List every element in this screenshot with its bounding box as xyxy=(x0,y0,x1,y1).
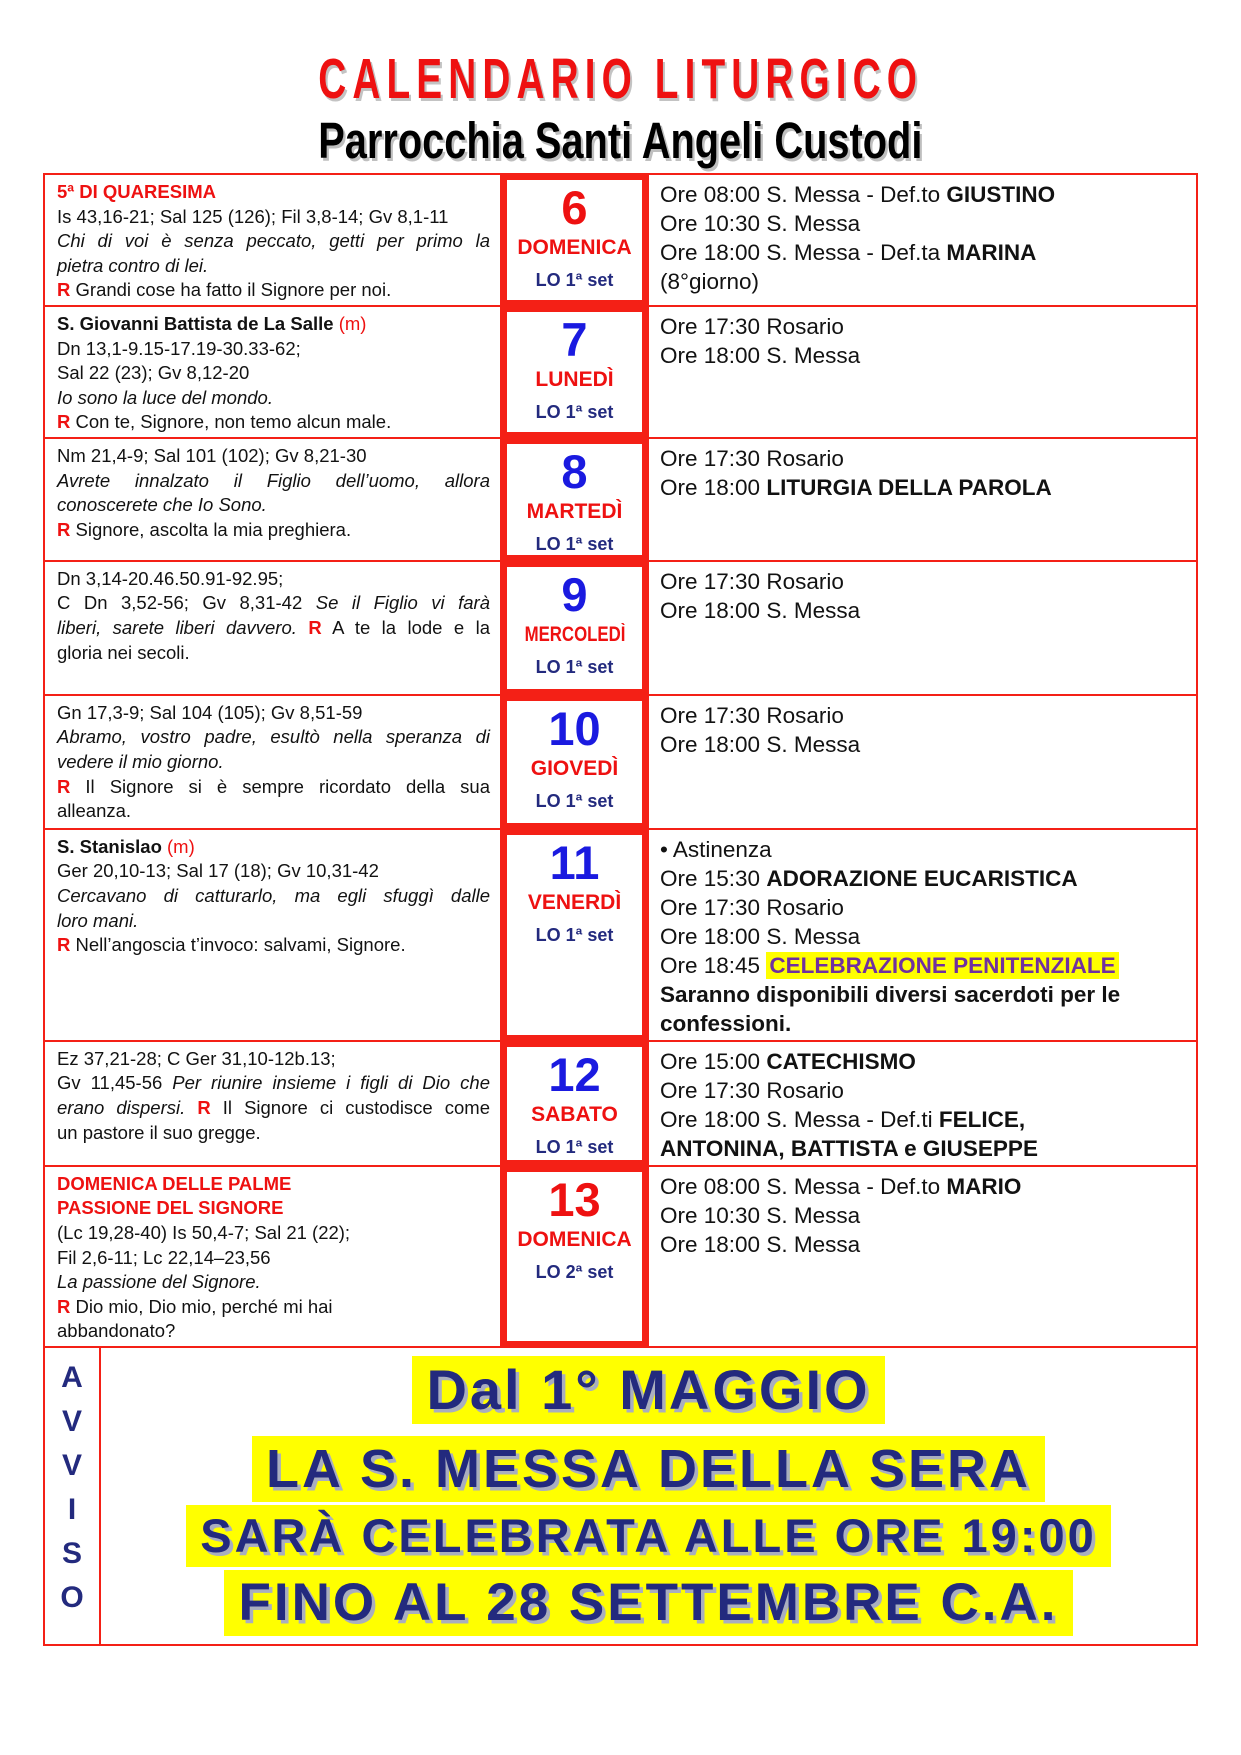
text-segment: La passione del Signore. xyxy=(57,1271,261,1293)
schedule-line xyxy=(660,312,1188,341)
avviso-line-wrap xyxy=(252,1436,1045,1505)
day-number: 13 xyxy=(548,1172,601,1226)
reading-line xyxy=(57,278,490,303)
reading-line xyxy=(57,1221,490,1246)
reading-line xyxy=(57,775,490,800)
schedule-line xyxy=(660,951,1188,980)
schedule-line xyxy=(660,567,1188,596)
reading-line xyxy=(57,410,490,435)
reading-line xyxy=(57,1172,490,1197)
reading-line xyxy=(57,725,490,750)
reading-line xyxy=(57,750,490,775)
text-segment: Con te, Signore, non temo alcun male. xyxy=(70,411,392,433)
text-segment: CATECHISMO xyxy=(766,1048,916,1074)
text-segment: R xyxy=(57,518,71,540)
schedule-cell xyxy=(649,1167,1196,1346)
text-segment: gloria nei secoli. xyxy=(57,641,190,663)
day-name: DOMENICA xyxy=(517,1227,632,1251)
text-segment: Ore 17:30 Rosario xyxy=(660,702,844,728)
text-segment: Abramo, vostro padre, esultò nella speranza di xyxy=(57,726,490,748)
text-segment: Signore, ascolta la mia preghiera. xyxy=(70,518,352,540)
readings-cell xyxy=(45,439,502,560)
calendar-row xyxy=(45,437,1196,560)
text-segment: Ore 17:30 Rosario xyxy=(660,313,844,339)
reading-line xyxy=(57,469,490,494)
avviso-body xyxy=(101,1348,1196,1644)
text-segment: S. Stanislao xyxy=(57,835,168,857)
day-box xyxy=(502,830,647,1040)
text-segment: Nm 21,4-9; Sal 101 (102); Gv 8,21-30 xyxy=(57,444,367,466)
text-segment: Fil 2,6-11; Lc 22,14–23,56 xyxy=(57,1246,271,1268)
text-segment: S. Giovanni Battista de La Salle xyxy=(57,312,339,334)
subtitle-row xyxy=(43,112,1198,170)
text-segment: ANTONINA, BATTISTA e GIUSEPPE xyxy=(660,1135,1038,1161)
text-segment: Se il Figlio vi farà xyxy=(315,592,490,614)
day-week: LO 1ª set xyxy=(535,656,614,677)
schedule-line xyxy=(660,444,1188,473)
day-week: LO 1ª set xyxy=(535,533,614,554)
schedule-line xyxy=(660,238,1188,267)
avviso-line-wrap xyxy=(412,1354,884,1436)
text-segment: R xyxy=(57,934,71,956)
page-header xyxy=(43,0,1198,170)
day-week: LO 2ª set xyxy=(535,1261,614,1282)
schedule-line xyxy=(660,864,1188,893)
day-number: 11 xyxy=(549,835,600,889)
day-cell xyxy=(502,696,649,828)
schedule-line xyxy=(660,835,1188,864)
text-segment: Ore 15:30 xyxy=(660,865,767,891)
text-segment: alleanza. xyxy=(57,800,132,822)
text-segment: Ore 10:30 S. Messa xyxy=(660,211,861,236)
reading-line xyxy=(57,386,490,411)
schedule-line xyxy=(660,701,1188,730)
day-week: LO 1ª set xyxy=(535,790,614,811)
reading-line xyxy=(57,1270,490,1295)
avviso-line: Dal 1° MAGGIO xyxy=(412,1356,884,1424)
day-box xyxy=(502,307,647,437)
day-cell xyxy=(502,307,649,437)
day-box xyxy=(502,1167,647,1346)
readings-cell xyxy=(45,696,502,828)
text-segment: confessioni. xyxy=(660,1010,792,1036)
text-segment: Ore 18:00 S. Messa xyxy=(660,1231,861,1257)
day-box xyxy=(502,1042,647,1165)
day-cell xyxy=(502,830,649,1040)
text-segment: GIUSTINO xyxy=(946,182,1056,207)
text-segment: R xyxy=(57,279,71,301)
text-segment: Ore 18:00 S. Messa xyxy=(660,342,861,368)
reading-line xyxy=(57,1295,490,1320)
text-segment: abbandonato? xyxy=(57,1320,176,1342)
avviso-letter: S xyxy=(61,1536,82,1570)
page-subtitle: Parrocchia Santi Angeli Custodi xyxy=(318,112,923,169)
schedule-line xyxy=(660,1201,1188,1230)
text-segment: CELEBRAZIONE PENITENZIALE xyxy=(766,952,1118,979)
day-week: LO 1ª set xyxy=(535,269,614,290)
text-segment: Cercavano di catturarlo, ma egli sfuggì dalle xyxy=(57,885,490,906)
schedule-line xyxy=(660,1230,1188,1259)
text-segment: (m) xyxy=(338,312,367,334)
reading-line xyxy=(57,1121,490,1146)
text-segment: Ore 18:00 S. Messa xyxy=(660,597,861,623)
day-box xyxy=(502,562,647,694)
day-number: 7 xyxy=(561,312,588,366)
reading-line xyxy=(57,337,490,362)
schedule-line xyxy=(660,596,1188,625)
reading-line xyxy=(57,1319,490,1344)
avviso-line: FINO AL 28 SETTEMBRE C.A. xyxy=(224,1570,1072,1636)
schedule-cell xyxy=(649,562,1196,694)
day-cell xyxy=(502,439,649,560)
text-segment: A te la lode e la xyxy=(321,617,490,638)
day-cell xyxy=(502,175,649,305)
readings-cell xyxy=(45,1167,502,1346)
text-segment: Ore 17:30 Rosario xyxy=(660,1077,844,1103)
day-number: 9 xyxy=(561,567,588,621)
text-segment: Saranno disponibili diversi sacerdoti per le xyxy=(660,981,1121,1007)
day-box xyxy=(502,439,647,560)
text-segment: Gn 17,3-9; Sal 104 (105); Gv 8,51-59 xyxy=(57,701,363,723)
readings-cell xyxy=(45,307,502,437)
reading-line xyxy=(57,518,490,543)
avviso-line-wrap xyxy=(224,1570,1072,1636)
avviso-section xyxy=(43,1346,1198,1646)
reading-line xyxy=(57,1096,490,1121)
text-segment: Ore 18:45 xyxy=(660,952,767,978)
day-name: SABATO xyxy=(531,1102,618,1126)
schedule-line xyxy=(660,893,1188,922)
schedule-line xyxy=(660,1047,1188,1076)
calendar-row xyxy=(45,560,1196,694)
text-segment: Il Signore ci custodisce come xyxy=(210,1097,491,1118)
schedule-line xyxy=(660,1172,1188,1201)
text-segment: R xyxy=(308,617,322,638)
text-segment: MARINA xyxy=(946,240,1037,265)
text-segment: pietra contro di lei. xyxy=(57,254,209,276)
schedule-cell xyxy=(649,175,1196,305)
day-name: GIOVEDÌ xyxy=(530,756,619,780)
text-segment: Dn 13,1-9.15-17.19-30.33-62; xyxy=(57,337,301,359)
day-cell xyxy=(502,562,649,694)
day-cell xyxy=(502,1167,649,1346)
readings-cell xyxy=(45,175,502,305)
text-segment: Ore 18:00 S. Messa - Def.ta xyxy=(660,240,947,265)
text-segment: Ore 18:00 S. Messa - Def.ti xyxy=(660,1106,939,1132)
text-segment: Il Signore si è sempre ricordato della sua xyxy=(70,775,490,797)
schedule-line xyxy=(660,1134,1188,1163)
day-week: LO 1ª set xyxy=(535,401,614,422)
reading-line xyxy=(57,493,490,518)
schedule-cell xyxy=(649,830,1196,1040)
text-segment: Ore 17:30 Rosario xyxy=(660,894,844,920)
text-segment: 5ª DI QUARESIMA xyxy=(57,181,216,202)
schedule-line xyxy=(660,267,1188,296)
text-segment: C Dn 3,52-56; Gv 8,31-42 xyxy=(57,592,316,614)
text-segment: Io sono la luce del mondo. xyxy=(57,386,273,408)
text-segment: Ore 18:00 S. Messa xyxy=(660,731,861,757)
reading-line xyxy=(57,835,490,860)
reading-line xyxy=(57,567,490,592)
schedule-line xyxy=(660,1009,1188,1038)
readings-cell xyxy=(45,1042,502,1165)
schedule-cell xyxy=(649,439,1196,560)
text-segment: Ore 10:30 S. Messa xyxy=(660,1202,861,1228)
reading-line xyxy=(57,361,490,386)
day-week: LO 1ª set xyxy=(535,1136,614,1157)
text-segment: vedere il mio giorno. xyxy=(57,751,224,772)
reading-line xyxy=(57,616,490,641)
reading-line xyxy=(57,1196,490,1221)
calendar-row xyxy=(45,1040,1196,1165)
text-segment: ADORAZIONE EUCARISTICA xyxy=(766,865,1078,891)
text-segment: (Lc 19,28-40) Is 50,4-7; Sal 21 (22); xyxy=(57,1222,351,1243)
reading-line xyxy=(57,205,490,230)
text-segment: Ore 17:30 Rosario xyxy=(660,568,844,594)
reading-line xyxy=(57,701,490,726)
reading-line xyxy=(57,1246,490,1271)
day-number: 10 xyxy=(548,701,601,755)
text-segment: Avrete innalzato il Figlio dell’uomo, allora xyxy=(57,469,490,491)
day-box xyxy=(502,175,647,305)
text-segment: liberi, sarete liberi davvero. xyxy=(57,617,309,638)
text-segment: R xyxy=(197,1097,211,1118)
text-segment: Ore 17:30 Rosario xyxy=(660,445,844,471)
calendar-row xyxy=(45,694,1196,828)
schedule-line xyxy=(660,980,1188,1009)
text-segment: DOMENICA DELLE PALME xyxy=(57,1172,292,1194)
reading-line xyxy=(57,180,490,205)
schedule-line xyxy=(660,1105,1188,1134)
day-week: LO 1ª set xyxy=(535,924,614,945)
text-segment: conoscerete che Io Sono. xyxy=(57,494,267,516)
schedule-cell xyxy=(649,307,1196,437)
calendar-row xyxy=(45,828,1196,1040)
day-name: MERCOLEDÌ xyxy=(524,622,625,646)
day-name: MARTEDÌ xyxy=(526,499,623,523)
text-segment: Is 43,16-21; Sal 125 (126); Fil 3,8-14; Gv 8,1-11 xyxy=(57,205,449,227)
reading-line xyxy=(57,1047,490,1072)
avviso-line: LA S. MESSA DELLA SERA xyxy=(252,1436,1045,1502)
day-cell xyxy=(502,1042,649,1165)
schedule-line xyxy=(660,209,1188,238)
avviso-letter: V xyxy=(61,1448,82,1482)
schedule-cell xyxy=(649,1042,1196,1165)
calendar-row xyxy=(45,1165,1196,1346)
text-segment: FELICE, xyxy=(938,1106,1026,1132)
reading-line xyxy=(57,591,490,616)
reading-line xyxy=(57,909,490,934)
schedule-line xyxy=(660,1076,1188,1105)
day-name: LUNEDÌ xyxy=(535,367,614,391)
text-segment: (8°giorno) xyxy=(660,269,760,294)
reading-line xyxy=(57,254,490,279)
reading-line xyxy=(57,933,490,958)
readings-cell xyxy=(45,562,502,694)
text-segment: Ez 37,21-28; C Ger 31,10-12b.13; xyxy=(57,1047,336,1069)
text-segment: Ger 20,10-13; Sal 17 (18); Gv 10,31-42 xyxy=(57,860,379,882)
reading-line xyxy=(57,799,490,824)
calendar-row xyxy=(45,305,1196,437)
schedule-line xyxy=(660,922,1188,951)
day-number: 8 xyxy=(561,444,588,498)
text-segment: MARIO xyxy=(946,1173,1022,1199)
reading-line xyxy=(57,444,490,469)
text-segment: LITURGIA DELLA PAROLA xyxy=(766,474,1052,500)
text-segment: Per riunire insieme i figli di Dio che xyxy=(172,1072,490,1094)
readings-cell xyxy=(45,830,502,1040)
day-name: DOMENICA xyxy=(517,235,632,259)
text-segment: R xyxy=(57,775,71,797)
avviso-letter: A xyxy=(61,1360,83,1394)
text-segment: Sal 22 (23); Gv 8,12-20 xyxy=(57,362,250,384)
schedule-line xyxy=(660,730,1188,759)
text-segment: (m) xyxy=(167,835,195,857)
text-segment: Ore 15:00 xyxy=(660,1048,767,1074)
schedule-line xyxy=(660,473,1188,502)
avviso-line-wrap xyxy=(186,1505,1111,1570)
reading-line xyxy=(57,884,490,909)
text-segment: R xyxy=(57,411,71,433)
calendar-row xyxy=(45,175,1196,305)
text-segment: Grandi cose ha fatto il Signore per noi. xyxy=(70,279,392,301)
page-title: CALENDARIO LITURGICO xyxy=(318,47,923,111)
text-segment: Ore 08:00 S. Messa - Def.to xyxy=(660,1173,947,1199)
reading-line xyxy=(57,1071,490,1096)
avviso-label xyxy=(45,1348,101,1644)
reading-line xyxy=(57,312,490,337)
day-number: 6 xyxy=(561,181,588,234)
day-box xyxy=(502,696,647,828)
avviso-letter: I xyxy=(67,1492,77,1526)
text-segment: loro mani. xyxy=(57,909,139,931)
text-segment: Dn 3,14-20.46.50.91-92.95; xyxy=(57,567,284,589)
avviso-line: SARÀ CELEBRATA ALLE ORE 19:00 xyxy=(186,1505,1111,1567)
reading-line xyxy=(57,229,490,254)
text-segment: un pastore il suo gregge. xyxy=(57,1121,261,1143)
day-number: 12 xyxy=(548,1047,601,1101)
schedule-cell xyxy=(649,696,1196,828)
text-segment: R xyxy=(57,1295,71,1317)
text-segment: PASSIONE DEL SIGNORE xyxy=(57,1197,284,1219)
text-segment: Ore 18:00 xyxy=(660,474,767,500)
schedule-line xyxy=(660,341,1188,370)
reading-line xyxy=(57,641,490,666)
text-segment: erano dispersi. xyxy=(57,1097,198,1118)
text-segment: • Astinenza xyxy=(660,836,772,862)
text-segment: Ore 08:00 S. Messa - Def.to xyxy=(660,182,947,207)
calendar-table xyxy=(43,173,1198,1348)
day-name: VENERDÌ xyxy=(527,890,622,914)
text-segment: Gv 11,45-56 xyxy=(57,1072,173,1094)
schedule-line xyxy=(660,180,1188,209)
text-segment: Dio mio, Dio mio, perché mi hai xyxy=(70,1295,333,1317)
text-segment: Ore 18:00 S. Messa xyxy=(660,923,861,949)
reading-line xyxy=(57,859,490,884)
text-segment: Nell’angoscia t’invoco: salvami, Signore. xyxy=(70,934,406,956)
avviso-letter: V xyxy=(61,1404,82,1438)
avviso-letter: O xyxy=(60,1580,84,1614)
text-segment: Chi di voi è senza peccato, getti per primo la xyxy=(57,230,490,252)
